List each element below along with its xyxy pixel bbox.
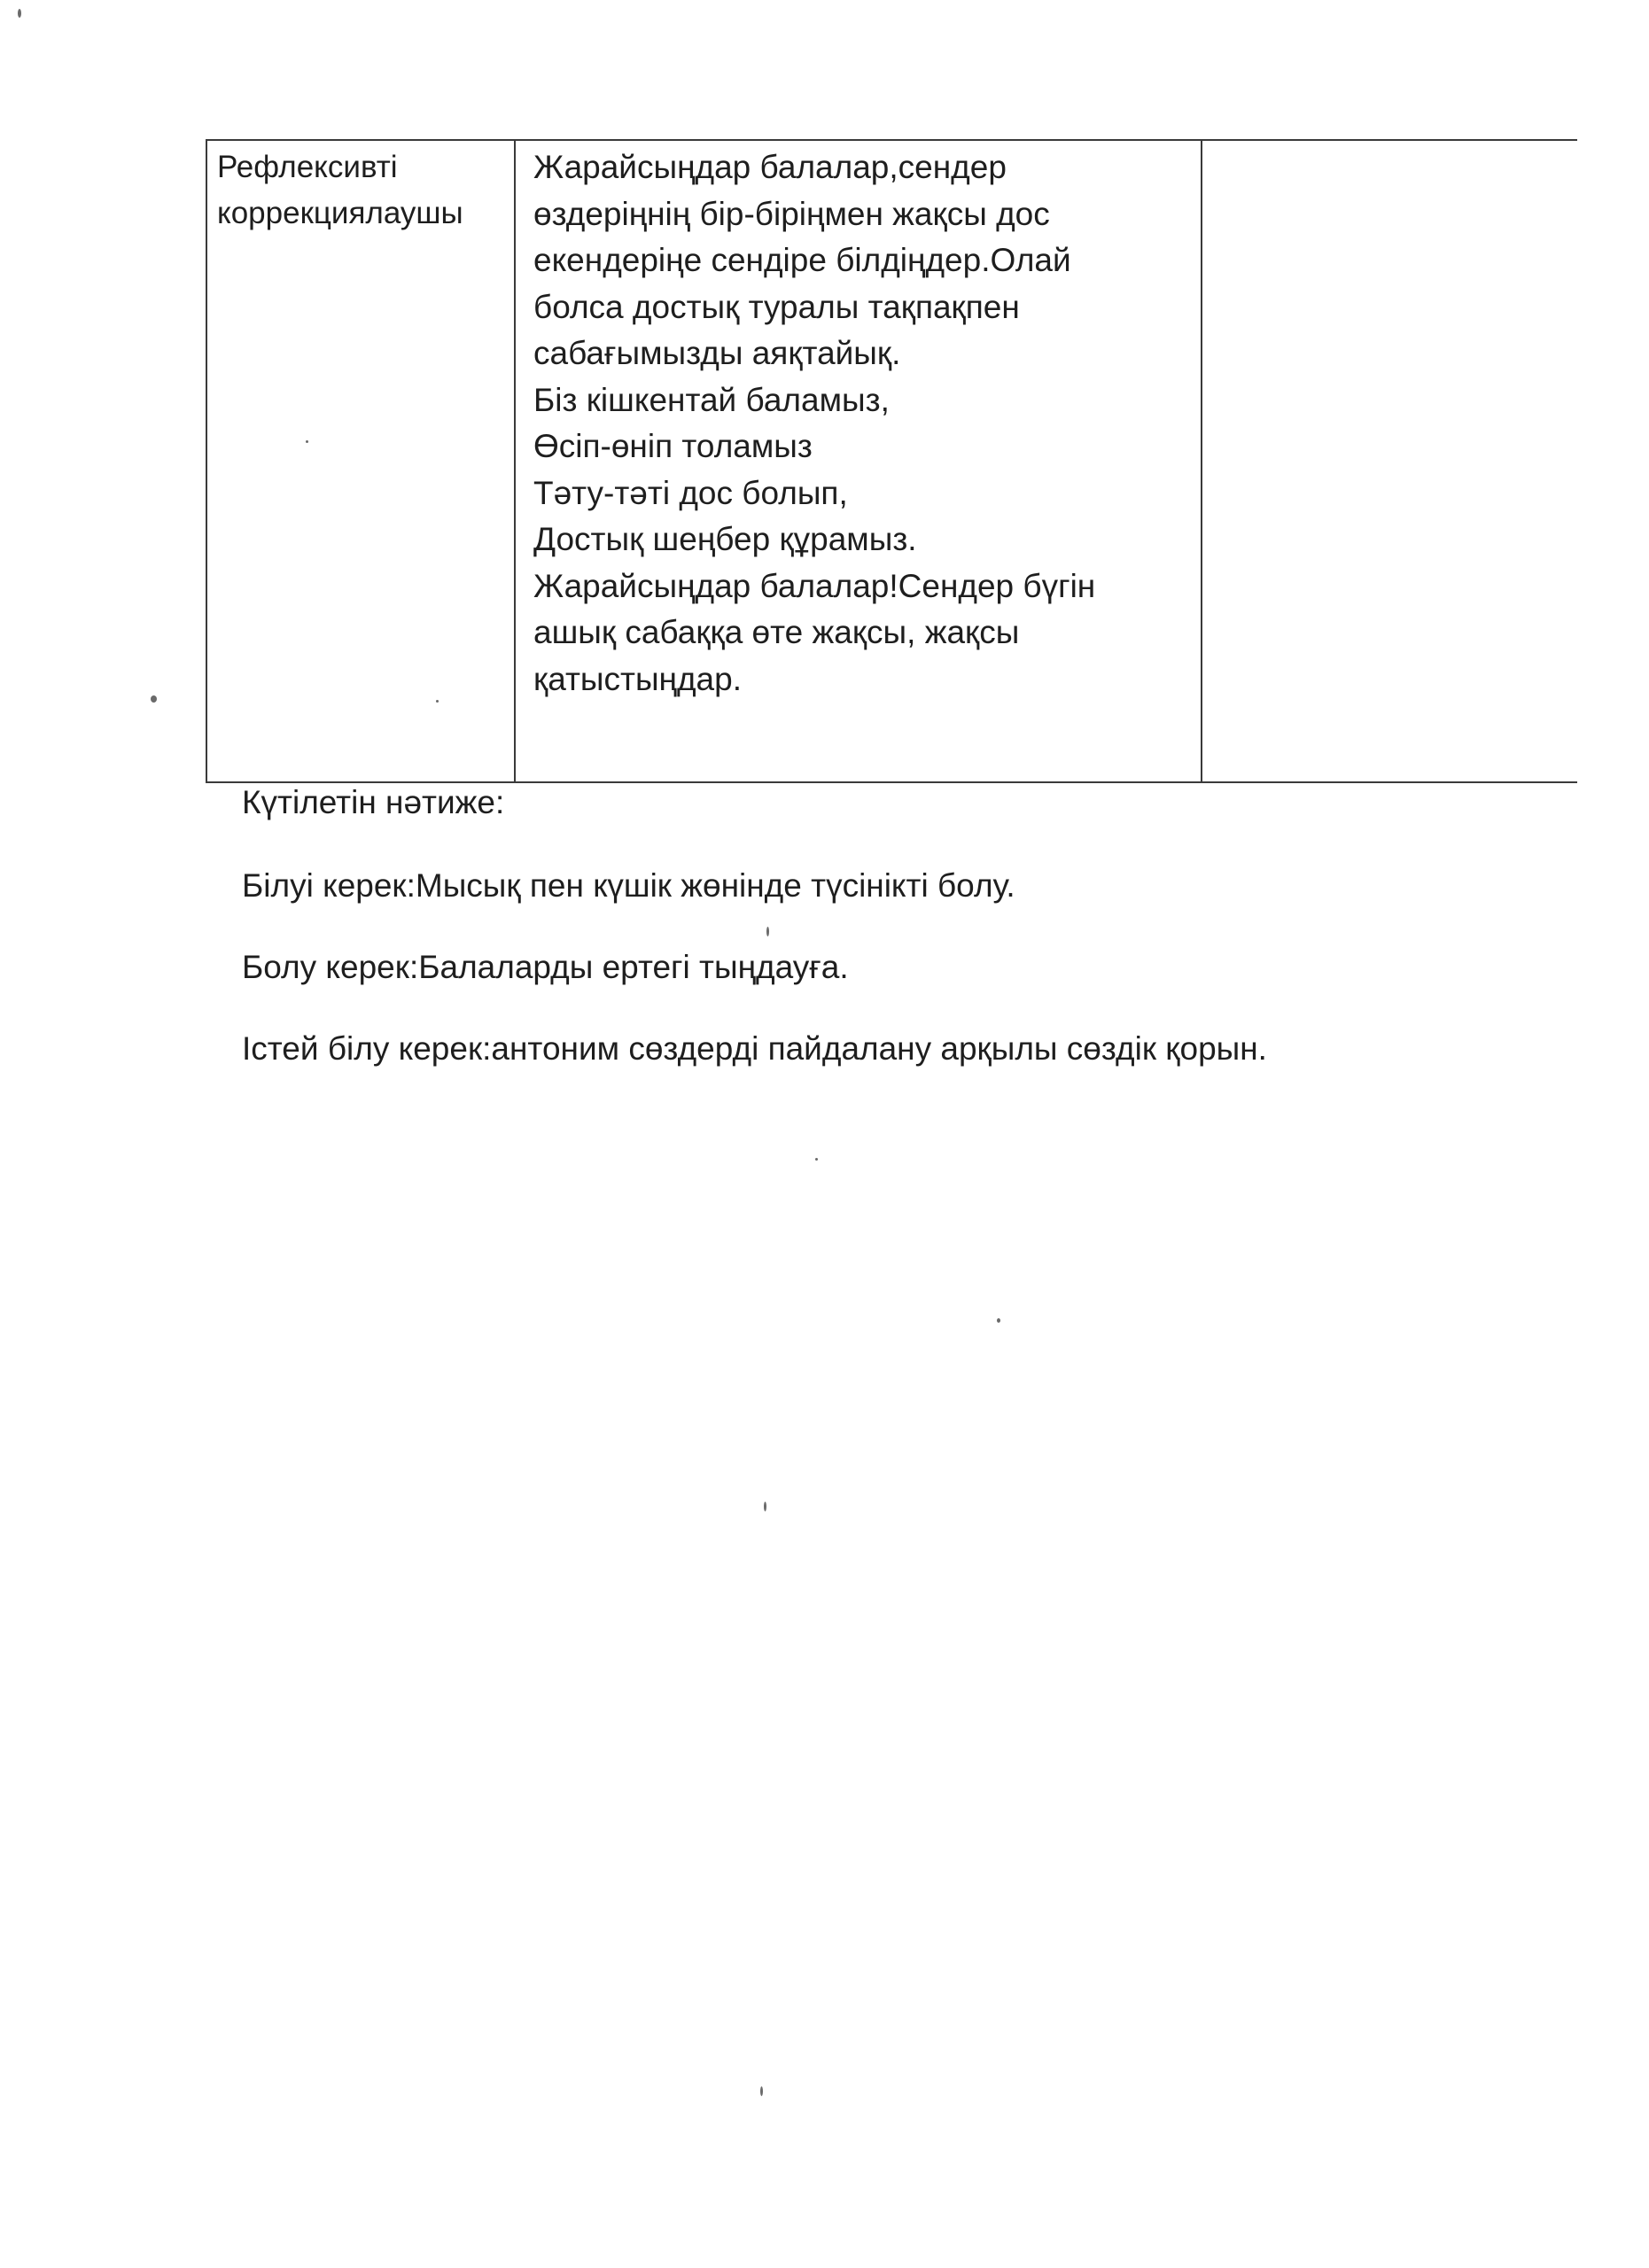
scan-speck [815, 1158, 818, 1161]
scan-speck [766, 927, 769, 936]
scan-speck [436, 700, 439, 703]
extra-cell [1202, 140, 1577, 782]
content-line: болса достық туралы тақпақпен [533, 288, 1020, 325]
content-line: ашық сабаққа өте жақсы, жақсы [533, 614, 1020, 650]
content-cell [515, 140, 1202, 782]
scan-speck [18, 9, 21, 18]
table-row [206, 140, 1577, 782]
content-line: Жарайсыңдар балалар!Сендер бүгін [533, 567, 1096, 604]
scan-speck [306, 440, 308, 443]
content-line: Біз кішкентай баламыз, [533, 381, 890, 418]
content-line: Жарайсыңдар балалар,сендер [533, 149, 1007, 185]
content-line: қатыстыңдар. [533, 660, 742, 697]
stage-label: Рефлексивті коррекциялаушы [217, 150, 463, 230]
content-line: Өсіп-өніп толамыз [533, 428, 813, 464]
scan-speck [997, 1318, 1000, 1323]
outcome-be: Болу керек:Балаларды ертегі тыңдауға. [242, 949, 849, 985]
expected-outcomes [242, 780, 1267, 1072]
content-line: сабағымызды аяқтайық. [533, 335, 901, 371]
scan-speck [760, 2086, 763, 2096]
scan-speck [151, 695, 157, 703]
content-line: Достық шеңбер құрамыз. [533, 521, 917, 557]
stage-cell [206, 140, 515, 782]
scan-speck [764, 1502, 766, 1511]
lesson-table [206, 139, 1577, 783]
content-line: өздеріңнің бір-біріңмен жақсы дос [533, 195, 1050, 232]
outcomes-title: Күтілетін нәтиже: [242, 784, 505, 820]
outcome-skill: Істей білу керек:антоним сөздерді пайдалану арқылы сөздік қорын. [242, 1030, 1267, 1067]
content-text [516, 141, 1201, 703]
content-line: Тәту-тәті дос болып, [533, 474, 848, 511]
outcome-know: Білуі керек:Мысық пен күшік жөнінде түсінікті болу. [242, 867, 1015, 904]
content-line: екендеріңе сендіре білдіңдер.Олай [533, 242, 1071, 278]
